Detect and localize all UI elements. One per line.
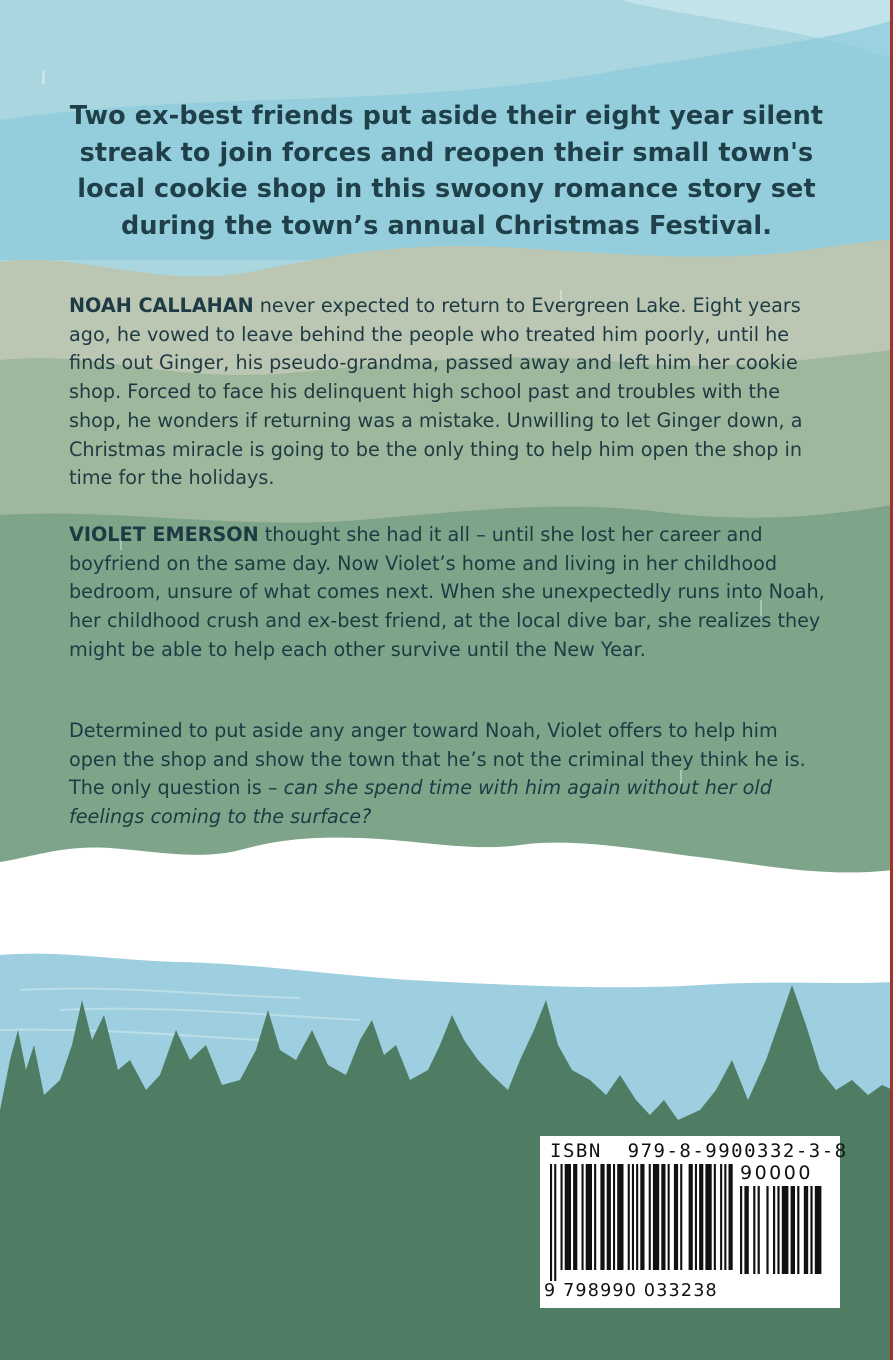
barcode-bar xyxy=(689,1164,693,1270)
barcode-bar xyxy=(758,1186,760,1274)
barcode-bar xyxy=(573,1164,577,1270)
barcode-bar xyxy=(753,1186,755,1274)
barcode-bar xyxy=(649,1164,651,1270)
blurb-paragraph-noah xyxy=(69,292,829,493)
ean-number: 9 798990 033238 xyxy=(544,1281,721,1301)
blurb-paragraph-violet xyxy=(69,521,829,665)
barcode-bar xyxy=(729,1164,733,1270)
blurb-paragraph-conclusion xyxy=(69,717,829,832)
barcode-bar xyxy=(628,1164,630,1270)
barcode-bar xyxy=(653,1164,659,1270)
character-name-noah: NOAH CALLAHAN xyxy=(69,294,254,317)
barcode-bar xyxy=(632,1164,634,1270)
barcode-bar xyxy=(705,1164,711,1270)
barcode-bar xyxy=(797,1186,799,1274)
addon-bars xyxy=(740,1186,832,1301)
barcode-bar xyxy=(699,1164,703,1270)
barcode-bar xyxy=(744,1186,748,1274)
barcode-bar xyxy=(565,1164,571,1270)
barcode-bar xyxy=(815,1186,822,1274)
barcode-bar xyxy=(607,1164,611,1270)
barcode-bar xyxy=(668,1164,670,1270)
isbn-barcode xyxy=(540,1136,848,1308)
barcode-bar xyxy=(550,1164,552,1282)
barcode-bar xyxy=(804,1186,808,1274)
ean-bars xyxy=(550,1164,736,1284)
barcode-bar xyxy=(782,1186,789,1274)
barcode-bar xyxy=(766,1186,768,1274)
barcode-bar xyxy=(695,1164,697,1270)
barcode-bar xyxy=(600,1164,604,1270)
price-addon-number: 90000 xyxy=(740,1162,813,1184)
barcode-bar xyxy=(773,1186,775,1274)
barcode-bar xyxy=(617,1164,623,1270)
barcode-bar xyxy=(791,1186,795,1274)
barcode-bar xyxy=(714,1164,716,1270)
barcode-bar xyxy=(586,1164,592,1270)
barcode-bar xyxy=(740,1186,742,1274)
barcode-bar xyxy=(594,1164,596,1270)
barcode-bar xyxy=(613,1164,615,1270)
barcode-bar xyxy=(810,1186,812,1274)
barcode-bar xyxy=(680,1164,682,1270)
blurb-question: can she spend time with him again without her old feelings coming to the surface? xyxy=(69,776,772,829)
barcode-bar xyxy=(777,1186,779,1274)
blurb-text-violet: thought she had it all – until she lost her career and boyfriend on the same day. Now Violet’s home and living in her childhood bedroom, unsure of what comes next. When she unexpectedly runs into Noah, her childhood crush and ex-best friend, at the local dive bar, she realizes they might be able to help each other survive until the New Year. xyxy=(69,523,825,661)
barcode-bar xyxy=(674,1164,678,1270)
barcode-bar xyxy=(640,1164,644,1270)
barcode-bar xyxy=(636,1164,638,1270)
character-name-violet: VIOLET EMERSON xyxy=(69,523,259,546)
barcode-bar xyxy=(582,1164,584,1270)
tagline: Two ex-best friends put aside their eight year silent streak to join forces and reopen their small town's local cookie shop in this swoony romance story set during the town’s annual Christmas Festival. xyxy=(69,101,824,241)
isbn-label: ISBN 979-8-9900332-3-8 xyxy=(550,1140,848,1162)
barcode-bar xyxy=(561,1164,563,1270)
barcode-bar xyxy=(724,1164,726,1270)
barcode-bar xyxy=(554,1164,556,1282)
barcode-bar xyxy=(720,1164,722,1270)
barcode-bar xyxy=(661,1164,665,1270)
blurb-text-noah: never expected to return to Evergreen Lake. Eight years ago, he vowed to leave behind the people who treated him poorly, until he finds out Ginger, his pseudo-grandma, passed away and left him her cookie shop. Forced to face his delinquent high school past and troubles with the shop, he wonders if returning was a mistake. Unwilling to let Ginger down, a Christmas miracle is going to be the only thing to help him open the shop in time for the holidays. xyxy=(69,294,803,490)
blurb-text-conclusion: Determined to put aside any anger toward Noah, Violet offers to help him open the shop and show the town that he’s not the criminal they think he is. The only question is – xyxy=(69,719,806,800)
